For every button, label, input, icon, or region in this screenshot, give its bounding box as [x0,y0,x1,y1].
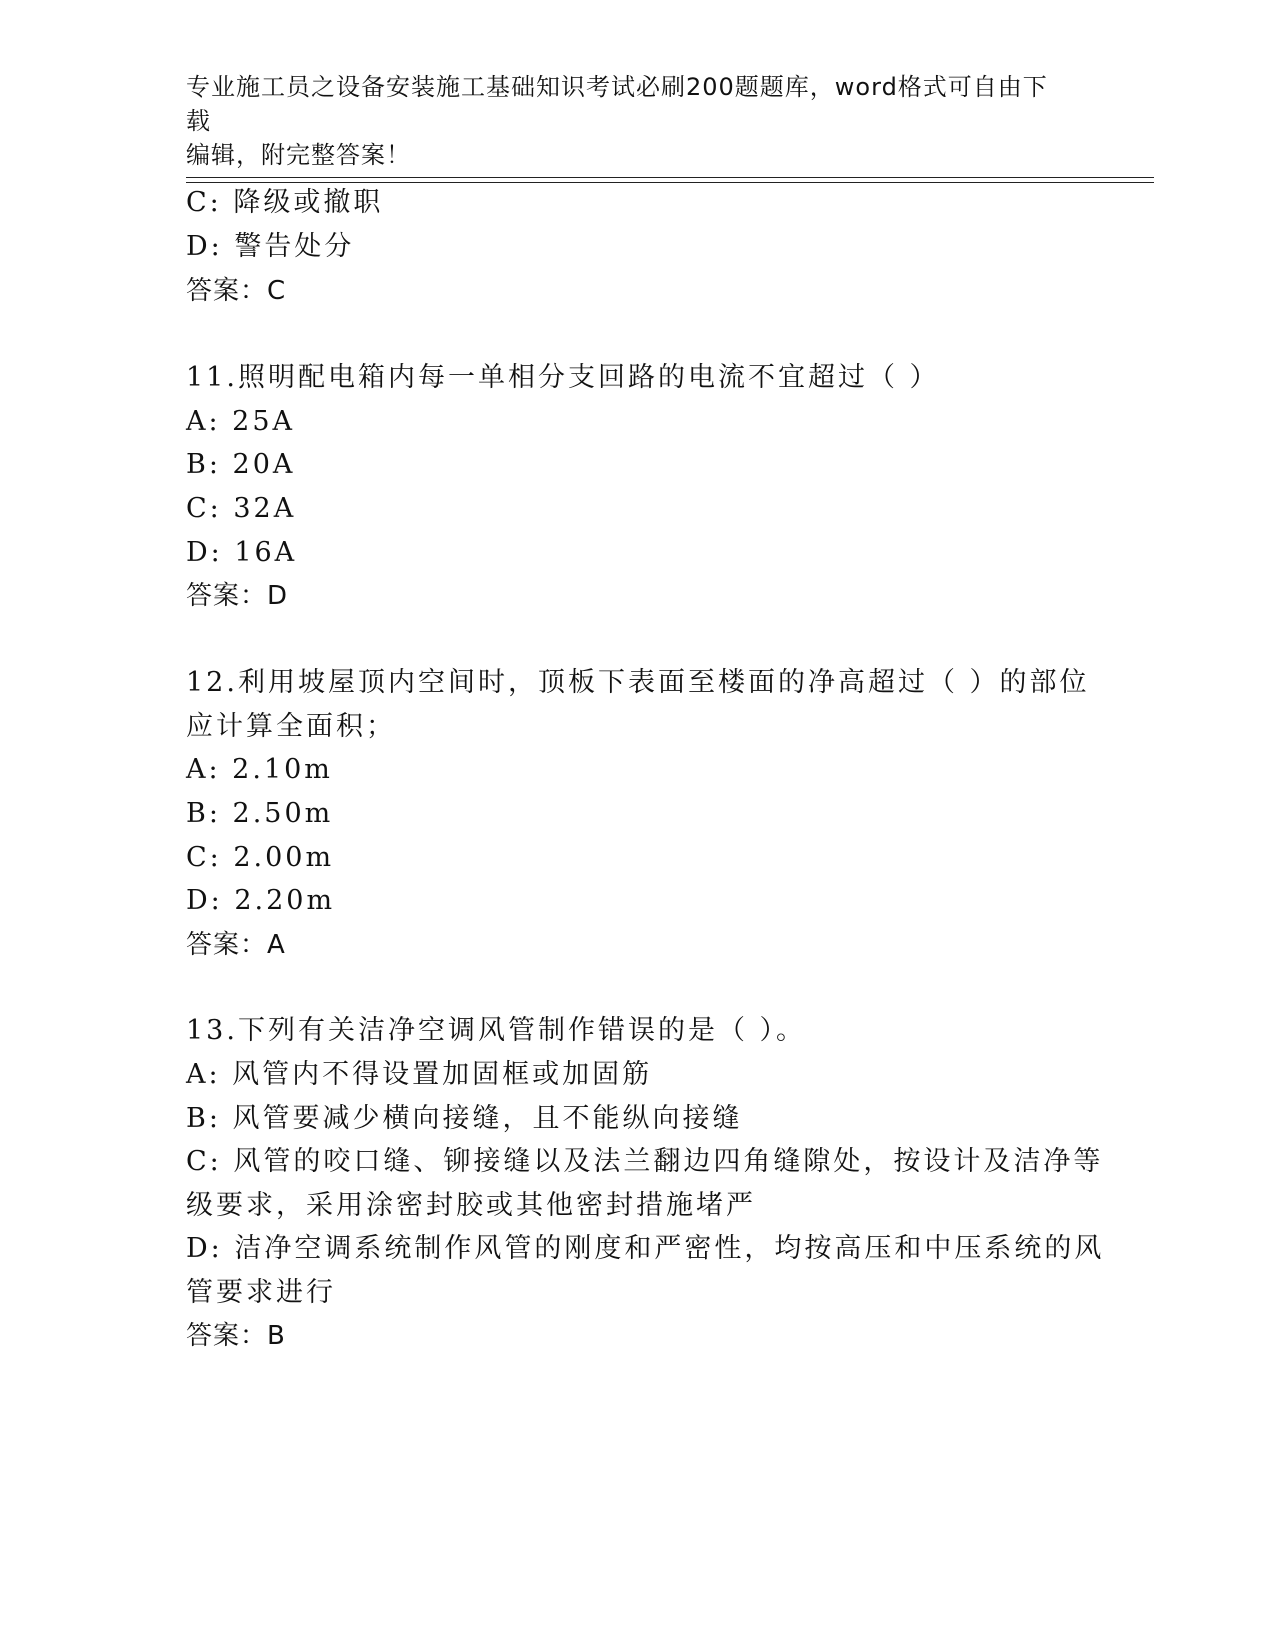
q13-stem: 13.下列有关洁净空调风管制作错误的是（ ）。 [186,1015,807,1046]
q11-option-d: D: 16A [186,537,298,568]
header-title-line-1: 专业施工员之设备安装施工基础知识考试必刷200题题库，word格式可自由下载 [186,73,1048,135]
q12-option-c: C: 2.00m [186,842,335,873]
q13-option-a: A: 风管内不得设置加固框或加固筋 [186,1059,653,1090]
q11-answer: 答案：D [186,581,289,611]
q10-option-c: C: 降级或撤职 [186,187,384,218]
q12-stem-line-2: 应计算全面积； [186,711,396,742]
q10-option-d: D: 警告处分 [186,231,355,262]
q12-stem-line-1: 12.利用坡屋顶内空间时，顶板下表面至楼面的净高超过（ ）的部位 [186,667,1090,698]
q13-answer: 答案：B [186,1321,286,1351]
q13-option-c-line-2: 级要求，采用涂密封胶或其他密封措施堵严 [186,1190,756,1221]
q10-answer: 答案：C [186,276,287,306]
q12-option-a: A: 2.10m [186,754,333,785]
q13-option-d-line-2: 管要求进行 [186,1277,336,1308]
q11-option-b: B: 20A [186,449,296,480]
q12-answer: 答案：A [186,930,286,960]
q11-option-a: A: 25A [186,406,296,437]
q13-option-d-line-1: D: 洁净空调系统制作风管的刚度和严密性，均按高压和中压系统的风 [186,1233,1105,1264]
q12-option-d: D: 2.20m [186,885,336,916]
document-header [186,70,1066,172]
header-title-line-2: 编辑，附完整答案！ [186,141,411,169]
header-divider-top [186,177,1154,178]
q13-option-b: B: 风管要减少横向接缝，且不能纵向接缝 [186,1103,743,1134]
q11-stem: 11.照明配电箱内每一单相分支回路的电流不宜超过（ ） [186,362,940,393]
header-divider-bottom [186,182,1154,183]
q13-option-c-line-1: C: 风管的咬口缝、铆接缝以及法兰翻边四角缝隙处，按设计及洁净等 [186,1146,1104,1177]
q11-option-c: C: 32A [186,493,297,524]
q12-option-b: B: 2.50m [186,798,334,829]
